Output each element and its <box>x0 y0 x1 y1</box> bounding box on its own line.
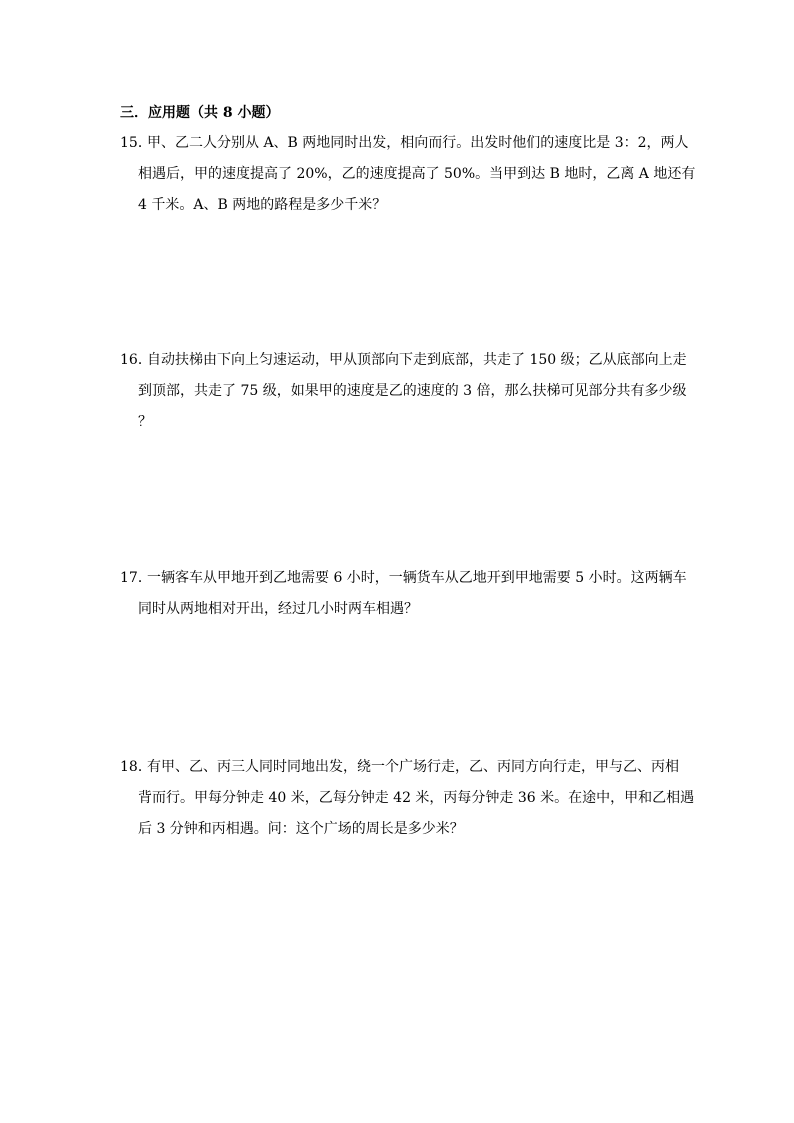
problem-line <box>120 819 680 839</box>
problem-16 <box>120 350 687 443</box>
problem-line <box>120 164 696 184</box>
problem-line <box>120 412 680 432</box>
problem-text: 同时从两地相对开出，经过几小时两车相遇？ <box>138 601 418 617</box>
problem-18 <box>120 757 695 850</box>
problem-text: 到顶部，共走了 75 级，如果甲的速度是乙的速度的 3 倍，那么扶梯可见部分共有多少级 <box>138 383 687 399</box>
problem-number: 15． <box>120 135 152 151</box>
problem-15 <box>120 133 696 226</box>
problem-number: 17． <box>120 570 152 586</box>
problem-line <box>120 195 680 215</box>
problem-text: 一辆客车从甲地开到乙地需要 6 小时，一辆货车从乙地开到甲地需要 5 小时。这两辆车 <box>147 570 687 586</box>
problem-text: 4 千米。A、B 两地的路程是多少千米？ <box>138 197 387 213</box>
problem-line <box>120 788 695 808</box>
problem-line <box>120 350 687 370</box>
problem-line <box>120 599 680 619</box>
problem-text: 背而行。甲每分钟走 40 米，乙每分钟走 42 米，丙每分钟走 36 米。在途中，甲和乙相遇 <box>138 790 695 806</box>
problem-line <box>120 133 689 153</box>
problem-text: 后 3 分钟和丙相遇。问：这个广场的周长是多少米？ <box>138 821 464 837</box>
section-title: 三．应用题（共 8 小题） <box>120 105 280 121</box>
problem-text: ？ <box>138 414 152 430</box>
problem-number: 16． <box>120 352 152 368</box>
problem-line <box>120 381 687 401</box>
problem-line <box>120 757 680 777</box>
problem-number: 18． <box>120 759 152 775</box>
problem-text: 相遇后，甲的速度提高了 20%，乙的速度提高了 50%。当甲到达 B 地时，乙离 A 地还有 <box>138 166 696 182</box>
problem-line <box>120 568 687 588</box>
problem-text: 甲、乙二人分别从 A、B 两地同时出发，相向而行。出发时他们的速度比是 3：2，两人 <box>147 135 689 151</box>
problem-17 <box>120 568 687 630</box>
problem-text: 有甲、乙、丙三人同时同地出发，绕一个广场行走，乙、丙同方向行走，甲与乙、丙相 <box>147 759 679 775</box>
problem-text: 自动扶梯由下向上匀速运动，甲从顶部向下走到底部，共走了 150 级；乙从底部向上走 <box>147 352 687 368</box>
